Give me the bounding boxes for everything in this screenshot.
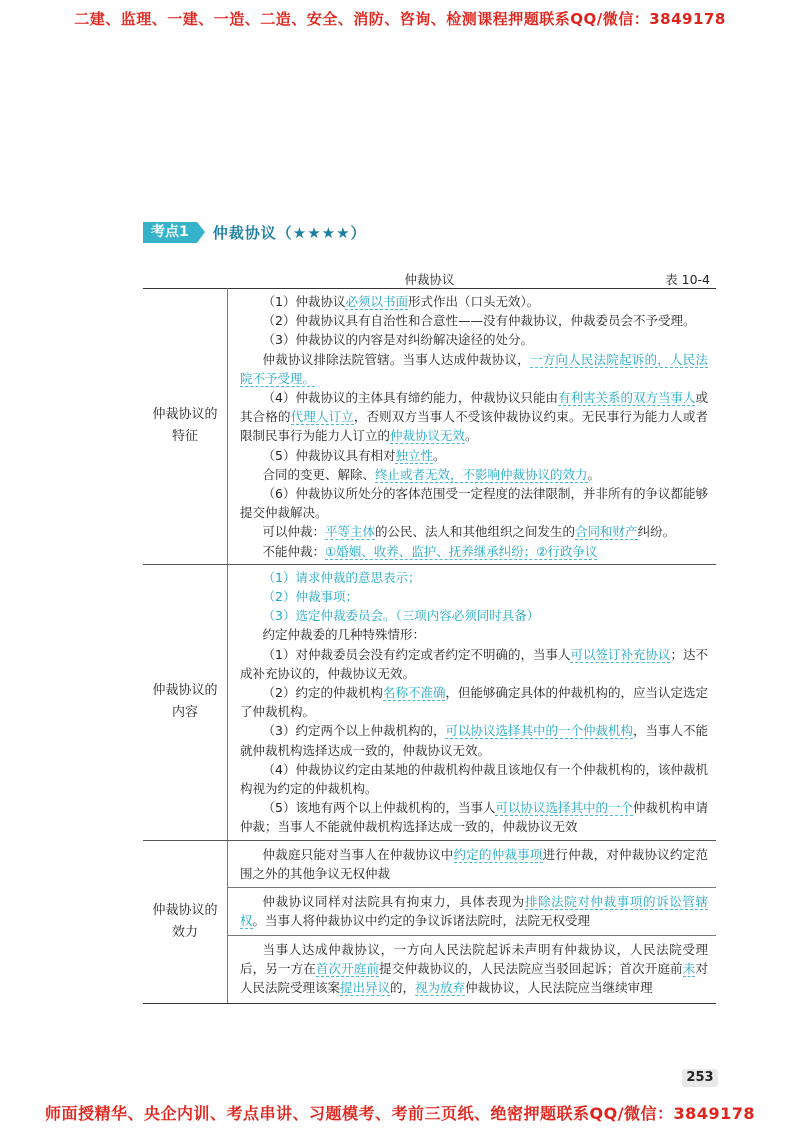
table-caption <box>143 268 716 288</box>
table-row <box>143 840 716 1003</box>
row-label: 仲裁协议的 特征 <box>143 289 228 565</box>
list-item: （5）该地有两个以上仲裁机构的，当事人可以协议选择其中的一个仲裁机构申请仲裁；当事人不能就仲裁机构选择达成一致的，仲裁协议无效 <box>240 800 708 835</box>
table-caption-title: 仲裁协议 <box>404 272 455 287</box>
table-row <box>143 289 716 565</box>
list-item: （4）仲裁协议约定由某地的仲裁机构仲裁且该地仅有一个仲裁机构的，该仲裁机构视为约定的仲裁机构。 <box>240 761 708 797</box>
list-item: 可以仲裁：平等主体的公民、法人和其他组织之间发生的合同和财产纠纷。 <box>262 524 676 540</box>
section-title: 仲裁协议（★★★★） <box>212 223 367 242</box>
row-content <box>228 840 717 1003</box>
effect-block: 仲裁庭只能对当事人在仲裁协议中约定的仲裁事项进行仲裁，对仲裁协议约定范围之外的其他争议无权仲裁 <box>228 841 716 888</box>
page-number: 253 <box>682 1069 718 1087</box>
list-item: （1）对仲裁委员会没有约定或者约定不明确的，当事人可以签订补充协议；达不成补充协议的，仲裁协议无效。 <box>240 646 708 681</box>
list-item: （4）仲裁协议的主体具有缔约能力，仲裁协议只能由有利害关系的双方当事人或其合格的代理人订立，否则双方当事人不受该仲裁协议约束。无民事行为能力人或者限制民事行为能力人订立的仲裁协议无效。 <box>240 390 708 444</box>
list-item: （6）仲裁协议所处分的客体范围受一定程度的法律限制，并非所有的争议都能够提交仲裁解决。 <box>240 486 708 521</box>
list-item: 仲裁协议排除法院管辖。当事人达成仲裁协议，一方向人民法院起诉的，人民法院不予受理。 <box>240 351 708 386</box>
row-content <box>228 289 717 565</box>
row-label: 仲裁协议的 效力 <box>143 840 228 1003</box>
list-item: （2）仲裁事项； <box>262 589 358 605</box>
list-item: （1）请求仲裁的意思表示； <box>262 569 421 585</box>
effect-block: 当事人达成仲裁协议，一方向人民法院起诉未声明有仲裁协议，人民法院受理后，另一方在首次开庭前提交仲裁协议的，人民法院应当驳回起诉；首次开庭前未对人民法院受理该案提出异议的，视为放弃仲裁协议，人民法院应当继续审理 <box>240 941 708 995</box>
bottom-advert-banner: 师面授精华、央企内训、考点串讲、习题模考、考前三页纸、绝密押题联系QQ/微信：3849178 <box>45 1104 755 1123</box>
row-content <box>228 564 717 840</box>
list-item: （1）仲裁协议必须以书面形式作出（口头无效）。 <box>262 294 540 309</box>
table-row <box>143 564 716 840</box>
arbitration-agreement-table <box>143 288 716 1004</box>
list-item: （3）约定两个以上仲裁机构的，可以协议选择其中的一个仲裁机构，当事人不能就仲裁机构选择达成一致的，仲裁协议无效。 <box>240 723 708 758</box>
effect-block: 仲裁协议同样对法院具有拘束力，具体表现为排除法院对仲裁事项的诉讼管辖权。当事人将仲裁协议中约定的争议诉诸法院时，法院无权受理 <box>228 888 716 935</box>
row-label: 仲裁协议的 内容 <box>143 564 228 840</box>
top-advert-banner: 二建、监理、一建、一造、二造、安全、消防、咨询、检测课程押题联系QQ/微信：3849178 <box>74 10 726 28</box>
list-item: 合同的变更、解除、终止或者无效，不影响仲裁协议的效力。 <box>262 466 601 482</box>
list-item: （3）选定仲裁委员会。（三项内容必须同时具备） <box>262 608 540 624</box>
list-item: （2）约定的仲裁机构名称不准确，但能够确定具体的仲裁机构的，应当认定选定了仲裁机构。 <box>240 685 708 720</box>
section-badge: 考点1 <box>143 222 197 243</box>
section-heading <box>143 222 367 242</box>
list-item: 不能仲裁：①婚姻、收养、监护、抚养继承纠纷；②行政争议 <box>262 543 598 559</box>
list-item: （3）仲裁协议的内容是对纠纷解决途径的处分。 <box>262 332 533 348</box>
list-item: （5）仲裁协议具有相对独立性。 <box>262 447 446 463</box>
list-item: 约定仲裁委的几种特殊情形： <box>262 627 426 643</box>
table-number: 表 10-4 <box>665 272 710 287</box>
list-item: （2）仲裁协议具有自治性和合意性——没有仲裁协议，仲裁委员会不予受理。 <box>262 313 696 329</box>
